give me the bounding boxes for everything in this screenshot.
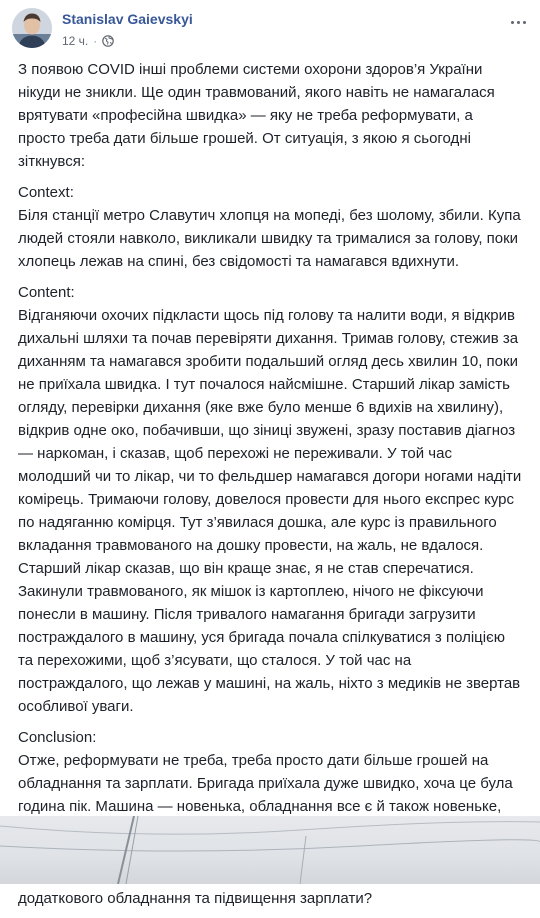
post-header	[0, 0, 540, 60]
author-name[interactable]: Stanislav Gaievskyi	[62, 11, 193, 27]
post-photo[interactable]	[0, 816, 540, 884]
post-paragraph-intro: З появою COVID інші проблеми системи охорони здоров’я України нікуди не зникли. Ще один травмований, якого навіть не намагалася врятувати «професійна швидка» — яку не треба реформувати, а просто треба дати більше грошей. От ситуація, з якою я сьогодні зіткнувся:	[18, 61, 499, 170]
post-body	[18, 58, 524, 918]
avatar-image	[12, 8, 52, 48]
author-avatar[interactable]	[12, 8, 52, 48]
post-timestamp[interactable]: 12 ч.	[62, 34, 89, 48]
more-options-icon[interactable]	[506, 14, 530, 30]
post-meta	[62, 34, 114, 48]
post-paragraph-context: Context: Біля станції метро Славутич хлопця на мопеді, без шолому, збили. Купа людей стояли навколо, викликали швидку та трималися за голову, поки хлопець лежав на спині, без свідомості та намагався вдихнути.	[18, 184, 521, 270]
globe-icon[interactable]	[102, 35, 114, 47]
power-lines-image	[0, 816, 540, 884]
meta-separator: ·	[93, 34, 98, 48]
post-paragraph-conclusion: Conclusion: Отже, реформувати не треба, треба просто дати більше грошей на обладнання та зарплати. Бригада приїхала дуже швидко, хоча це була година пік. Машина — новенька, обладнання все є й також новеньке, додаткового обладнання та підвищення зарплати?	[18, 729, 513, 907]
post-paragraph-content: Content: Відганяючи охочих підкласти щось під голову та налити води, я відкрив дихальні шляхи та почав перевіряти дихання. Тримав голову, стежив за диханням та намагався зробити подальший огляд десь хвилин 10, поки не приїхала швидка. І тут почалося найсмішне. Старший лікар замість огляду, перевірки дихання (яке вже було менше 6 вдихів на хвилину), відкрив одне око, побачивши, що зіниці звужені, зразу поставив діагноз — наркоман, і сказав, щоб перехожі не переживали. У той час молодший чи то лікар, чи то фельдшер намагався догори ногами надіти комірець. Тримаючи голову, довелося провести для нього експрес курс по надяганню комірця. Тут з’явилася дошка, але курс із правильного вкладання травмованого на дошку провести, на жаль, не вдалося. Старший лікар сказав, що він краще знає, я не став сперечатися. Закинули травмованого, як мішок із картоплею, нічого не фіксуючи понесли в машину. Після тривалого намагання бригади загрузити постраждалого в машину, уся бригада почала спілкуватися з поліцією та перехожими, щоб з’ясувати, що сталося. У той час на постраждалого, що лежав у машині, на жаль, ніхто з медиків не звертав особливої уваги.	[18, 284, 522, 715]
